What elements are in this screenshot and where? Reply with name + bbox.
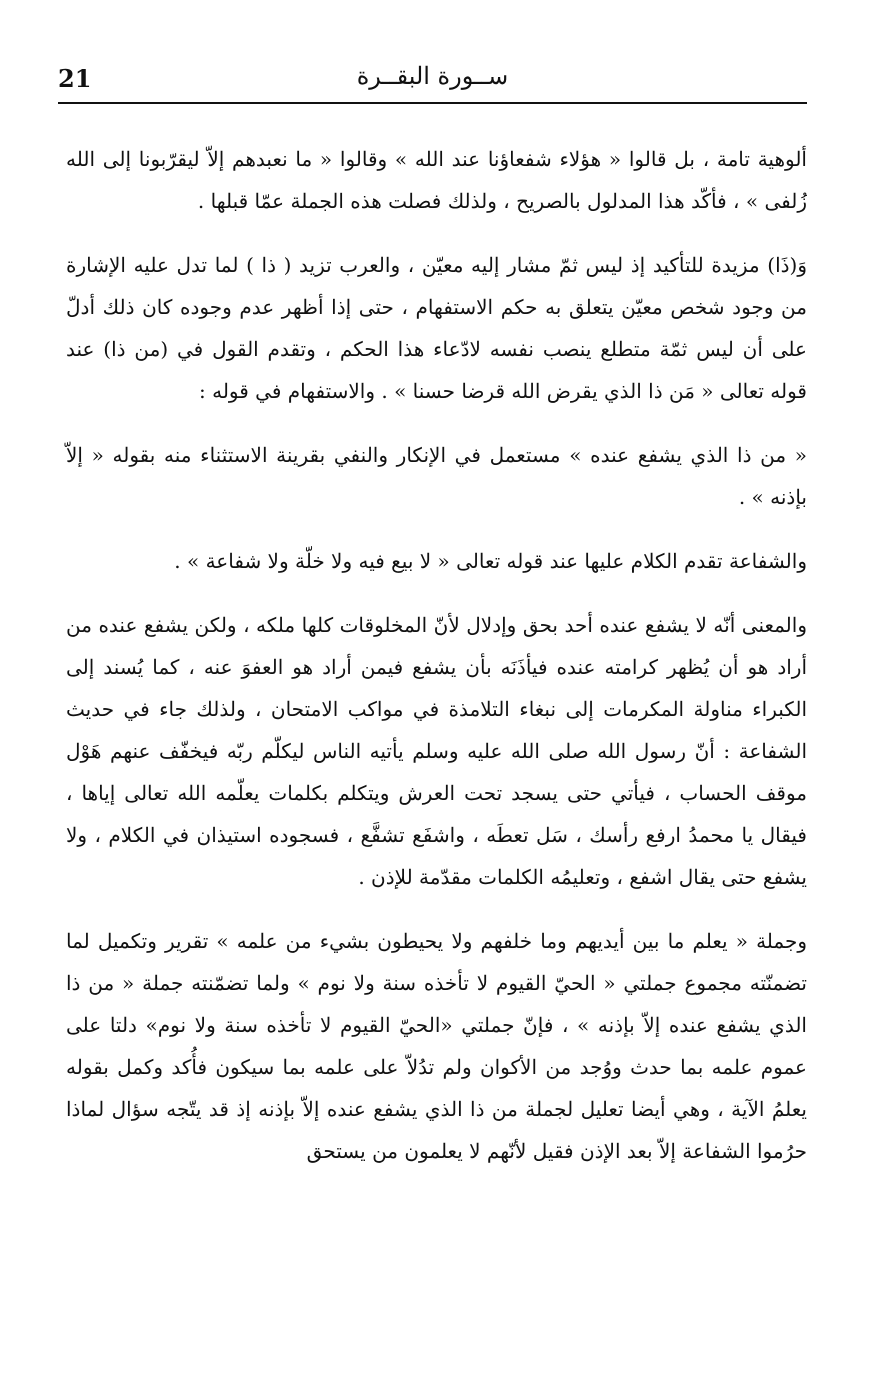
paragraph-3: « من ذا الذي يشفع عنده » مستعمل في الإنكار والنفي بقرينة الاستثناء منه بقوله « إلاّ بإذنه » .	[66, 443, 807, 509]
running-title: ســورة البقــرة	[356, 62, 509, 90]
page-number: 21	[58, 64, 92, 93]
paragraph-5: والمعنى أنّه لا يشفع عنده أحد بحق وإدلال لأنّ المخلوقات كلها ملكه ، ولكن يشفع عنده من أراد هو أن يُظهر كرامته عنده فيأذَنَه بأن يشفع فيمن أراد هو العفوَ عنه ، كما يُسند إلى الكبراء مناولة المكرمات إلى نبغاء التلامذة في مواكب الامتحان ، ولذلك جاء في حديث الشفاعة : أنّ رسول الله صلى الله عليه وسلم يأتيه الناس ليكلّم ربّه فيخفّف عنهم هَوْل موقف الحساب ، فيأتي حتى يسجد تحت العرش ويتكلم بكلمات يعلّمه الله تعالى إياها ، فيقال يا محمدُ ارفع رأسك ، سَل تعطَه ، واشفَع تشفَّع ، فسجوده استيذان في الكلام ، ولا يشفع حتى يقال اشفع ، وتعليمُه الكلمات مقدّمة للإذن .	[66, 613, 807, 889]
paragraph-4: والشفاعة تقدم الكلام عليها عند قوله تعالى « لا بيع فيه ولا خلّة ولا شفاعة » .	[174, 549, 807, 573]
paragraph-2: وَ(ذَا) مزيدة للتأكيد إذ ليس ثمّ مشار إليه معيّن ، والعرب تزيد ( ذا ) لما تدل عليه الإشارة من وجود شخص معيّن يتعلق به حكم الاستفهام ، حتى إذا أظهر عدم وجوده كان ذلك أدلّ على أن ليس ثمّة متطلع ينصب نفسه لادّعاء هذا الحكم ، وتقدم القول في (من ذا) عند قوله تعالى « مَن ذا الذي يقرض الله قرضا حسنا » . والاستفهام في قوله :	[66, 253, 807, 403]
page-header	[58, 58, 807, 104]
paragraph-1: ألوهية تامة ، بل قالوا « هؤلاء شفعاؤنا عند الله » وقالوا « ما نعبدهم إلاّ ليقرّبونا إلى الله زُلفى » ، فأكّد هذا المدلول بالصريح ، ولذلك فصلت هذه الجملة عمّا قبلها .	[66, 147, 807, 213]
paragraph-6: وجملة « يعلم ما بين أيديهم وما خلفهم ولا يحيطون بشيء من علمه » تقرير وتكميل لما تضمنّته مجموع جملتي « الحيّ القيوم لا تأخذه سنة ولا نوم » ولما تضمّنته جملة « من ذا الذي يشفع عنده إلاّ بإذنه » ، فإنّ جملتي «الحيّ القيوم لا تأخذه سنة ولا نوم» دلتا على عموم علمه بما حدث ووُجد من الأكوان ولم تدُلاّ على علمه بما سيكون فأُكد وكمل بقوله يعلمُ الآية ، وهي أيضا تعليل لجملة من ذا الذي يشفع عنده إلاّ بإذنه إذ قد يتّجه سؤال لماذا حرُموا الشفاعة إلاّ بعد الإذن فقيل لأنّهم لا يعلمون من يستحق	[66, 929, 807, 1163]
page-body	[66, 138, 807, 1194]
